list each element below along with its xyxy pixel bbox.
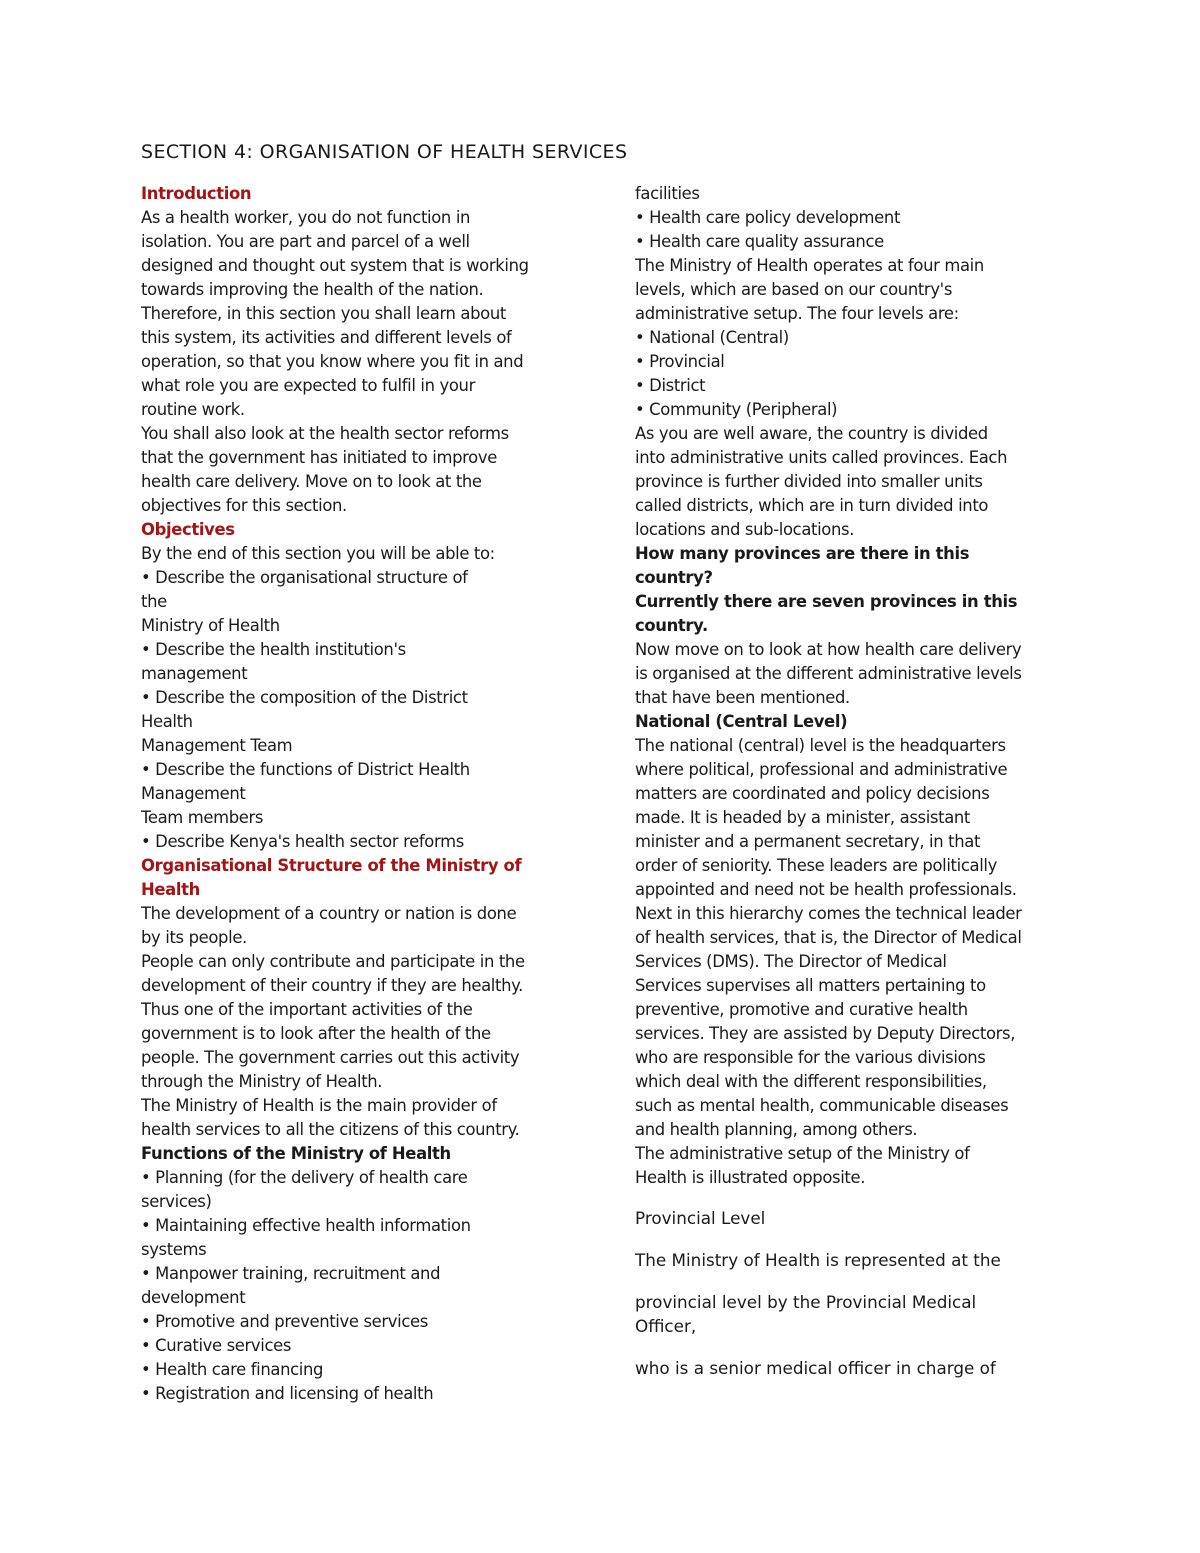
text-line: routine work. bbox=[141, 400, 245, 419]
bold-heading: country. bbox=[635, 616, 708, 635]
bold-heading: How many provinces are there in this bbox=[635, 544, 970, 563]
left-column bbox=[141, 182, 561, 1406]
text-line: provincial level by the Provincial Medical bbox=[635, 1292, 977, 1312]
text-line: Services (DMS). The Director of Medical bbox=[635, 952, 947, 971]
text-line: management bbox=[141, 664, 248, 683]
bold-heading: Currently there are seven provinces in this bbox=[635, 592, 1018, 611]
text-line: By the end of this section you will be able to: bbox=[141, 544, 495, 563]
section-heading: Organisational Structure of the Ministry of bbox=[141, 856, 522, 875]
text-line: order of seniority. These leaders are politically bbox=[635, 856, 997, 875]
text-line: systems bbox=[141, 1240, 207, 1259]
text-line: called districts, which are in turn divided into bbox=[635, 496, 989, 515]
text-line: development bbox=[141, 1288, 246, 1307]
text-line: into administrative units called provinces. Each bbox=[635, 448, 1008, 467]
text-line: towards improving the health of the nation. bbox=[141, 280, 484, 299]
text-line: that have been mentioned. bbox=[635, 688, 850, 707]
text-line: objectives for this section. bbox=[141, 496, 347, 515]
text-line: • Health care quality assurance bbox=[635, 232, 884, 251]
text-line: people. The government carries out this activity bbox=[141, 1048, 520, 1067]
text-line: which deal with the different responsibilities, bbox=[635, 1072, 987, 1091]
text-line: Ministry of Health bbox=[141, 616, 280, 635]
text-line: isolation. You are part and parcel of a well bbox=[141, 232, 470, 251]
text-line: The national (central) level is the headquarters bbox=[635, 736, 1006, 755]
text-line: administrative setup. The four levels are: bbox=[635, 304, 959, 323]
text-line: where political, professional and administrative bbox=[635, 760, 1008, 779]
text-line: • Provincial bbox=[635, 352, 725, 371]
text-line: The administrative setup of the Ministry of bbox=[635, 1144, 970, 1163]
text-line: Health is illustrated opposite. bbox=[635, 1168, 866, 1187]
text-line: matters are coordinated and policy decisions bbox=[635, 784, 990, 803]
text-line: • Planning (for the delivery of health care bbox=[141, 1168, 468, 1187]
section-heading: Objectives bbox=[141, 520, 235, 539]
text-line: • Describe the composition of the District bbox=[141, 688, 468, 707]
text-line: is organised at the different administrative levels bbox=[635, 664, 1022, 683]
text-line: Services supervises all matters pertaining to bbox=[635, 976, 986, 995]
text-line: services) bbox=[141, 1192, 212, 1211]
text-line: • Describe the organisational structure of bbox=[141, 568, 468, 587]
text-line: Next in this hierarchy comes the technical leader bbox=[635, 904, 1022, 923]
bold-heading: country? bbox=[635, 568, 713, 587]
text-line: this system, its activities and different levels of bbox=[141, 328, 512, 347]
subsection-heading: Provincial Level bbox=[635, 1208, 766, 1228]
text-line: You shall also look at the health sector reforms bbox=[141, 424, 509, 443]
text-line: • Health care policy development bbox=[635, 208, 901, 227]
text-line: minister and a permanent secretary, in that bbox=[635, 832, 981, 851]
right-column bbox=[635, 182, 1055, 1380]
text-line: Team members bbox=[141, 808, 264, 827]
text-line: Management Team bbox=[141, 736, 293, 755]
text-line: Thus one of the important activities of the bbox=[141, 1000, 473, 1019]
text-line: • Describe Kenya's health sector reforms bbox=[141, 832, 464, 851]
text-line: services. They are assisted by Deputy Directors, bbox=[635, 1024, 1016, 1043]
text-line: • Community (Peripheral) bbox=[635, 400, 838, 419]
text-line: and health planning, among others. bbox=[635, 1120, 918, 1139]
text-line: Now move on to look at how health care delivery bbox=[635, 640, 1022, 659]
text-line: The development of a country or nation is done bbox=[141, 904, 517, 923]
section-heading: Health bbox=[141, 880, 200, 899]
text-line: province is further divided into smaller units bbox=[635, 472, 983, 491]
text-line: • Describe the functions of District Health bbox=[141, 760, 470, 779]
text-line: • Registration and licensing of health bbox=[141, 1384, 434, 1403]
text-line: such as mental health, communicable diseases bbox=[635, 1096, 1009, 1115]
text-line: • Manpower training, recruitment and bbox=[141, 1264, 441, 1283]
text-line: As a health worker, you do not function in bbox=[141, 208, 471, 227]
section-title: SECTION 4: ORGANISATION OF HEALTH SERVICES bbox=[141, 141, 628, 163]
text-line: what role you are expected to fulfil in your bbox=[141, 376, 475, 395]
text-line: who is a senior medical officer in charge of bbox=[635, 1358, 996, 1378]
bold-heading: Functions of the Ministry of Health bbox=[141, 1144, 451, 1163]
text-line: who are responsible for the various divisions bbox=[635, 1048, 986, 1067]
text-line: People can only contribute and participate in the bbox=[141, 952, 525, 971]
text-line: • Promotive and preventive services bbox=[141, 1312, 428, 1331]
text-line: levels, which are based on our country's bbox=[635, 280, 953, 299]
text-line: development of their country if they are healthy. bbox=[141, 976, 524, 995]
text-line: through the Ministry of Health. bbox=[141, 1072, 383, 1091]
text-line: • Health care financing bbox=[141, 1360, 324, 1379]
text-line: • Describe the health institution's bbox=[141, 640, 406, 659]
text-line: by its people. bbox=[141, 928, 247, 947]
text-line: designed and thought out system that is working bbox=[141, 256, 529, 275]
text-line: Therefore, in this section you shall learn about bbox=[141, 304, 506, 323]
text-line: appointed and need not be health professionals. bbox=[635, 880, 1017, 899]
text-line: health services to all the citizens of this country. bbox=[141, 1120, 520, 1139]
text-line: Management bbox=[141, 784, 246, 803]
text-line: that the government has initiated to improve bbox=[141, 448, 497, 467]
section-heading: Introduction bbox=[141, 184, 252, 203]
text-line: Health bbox=[141, 712, 193, 731]
text-line: As you are well aware, the country is divided bbox=[635, 424, 988, 443]
text-line: of health services, that is, the Director of Medical bbox=[635, 928, 1022, 947]
text-line: • Curative services bbox=[141, 1336, 292, 1355]
text-line: • Maintaining effective health information bbox=[141, 1216, 471, 1235]
text-line: The Ministry of Health is the main provider of bbox=[141, 1096, 497, 1115]
text-line: The Ministry of Health operates at four main bbox=[635, 256, 984, 275]
text-line: preventive, promotive and curative health bbox=[635, 1000, 968, 1019]
text-line: the bbox=[141, 592, 167, 611]
text-line: The Ministry of Health is represented at the bbox=[635, 1250, 1001, 1270]
bold-heading: National (Central Level) bbox=[635, 712, 848, 731]
text-line: made. It is headed by a minister, assistant bbox=[635, 808, 971, 827]
text-line: Officer, bbox=[635, 1316, 697, 1336]
text-line: • National (Central) bbox=[635, 328, 789, 347]
text-line: health care delivery. Move on to look at the bbox=[141, 472, 482, 491]
text-line: • District bbox=[635, 376, 706, 395]
text-line: facilities bbox=[635, 184, 700, 203]
text-line: operation, so that you know where you fit in and bbox=[141, 352, 524, 371]
text-line: locations and sub-locations. bbox=[635, 520, 855, 539]
text-line: government is to look after the health of the bbox=[141, 1024, 491, 1043]
